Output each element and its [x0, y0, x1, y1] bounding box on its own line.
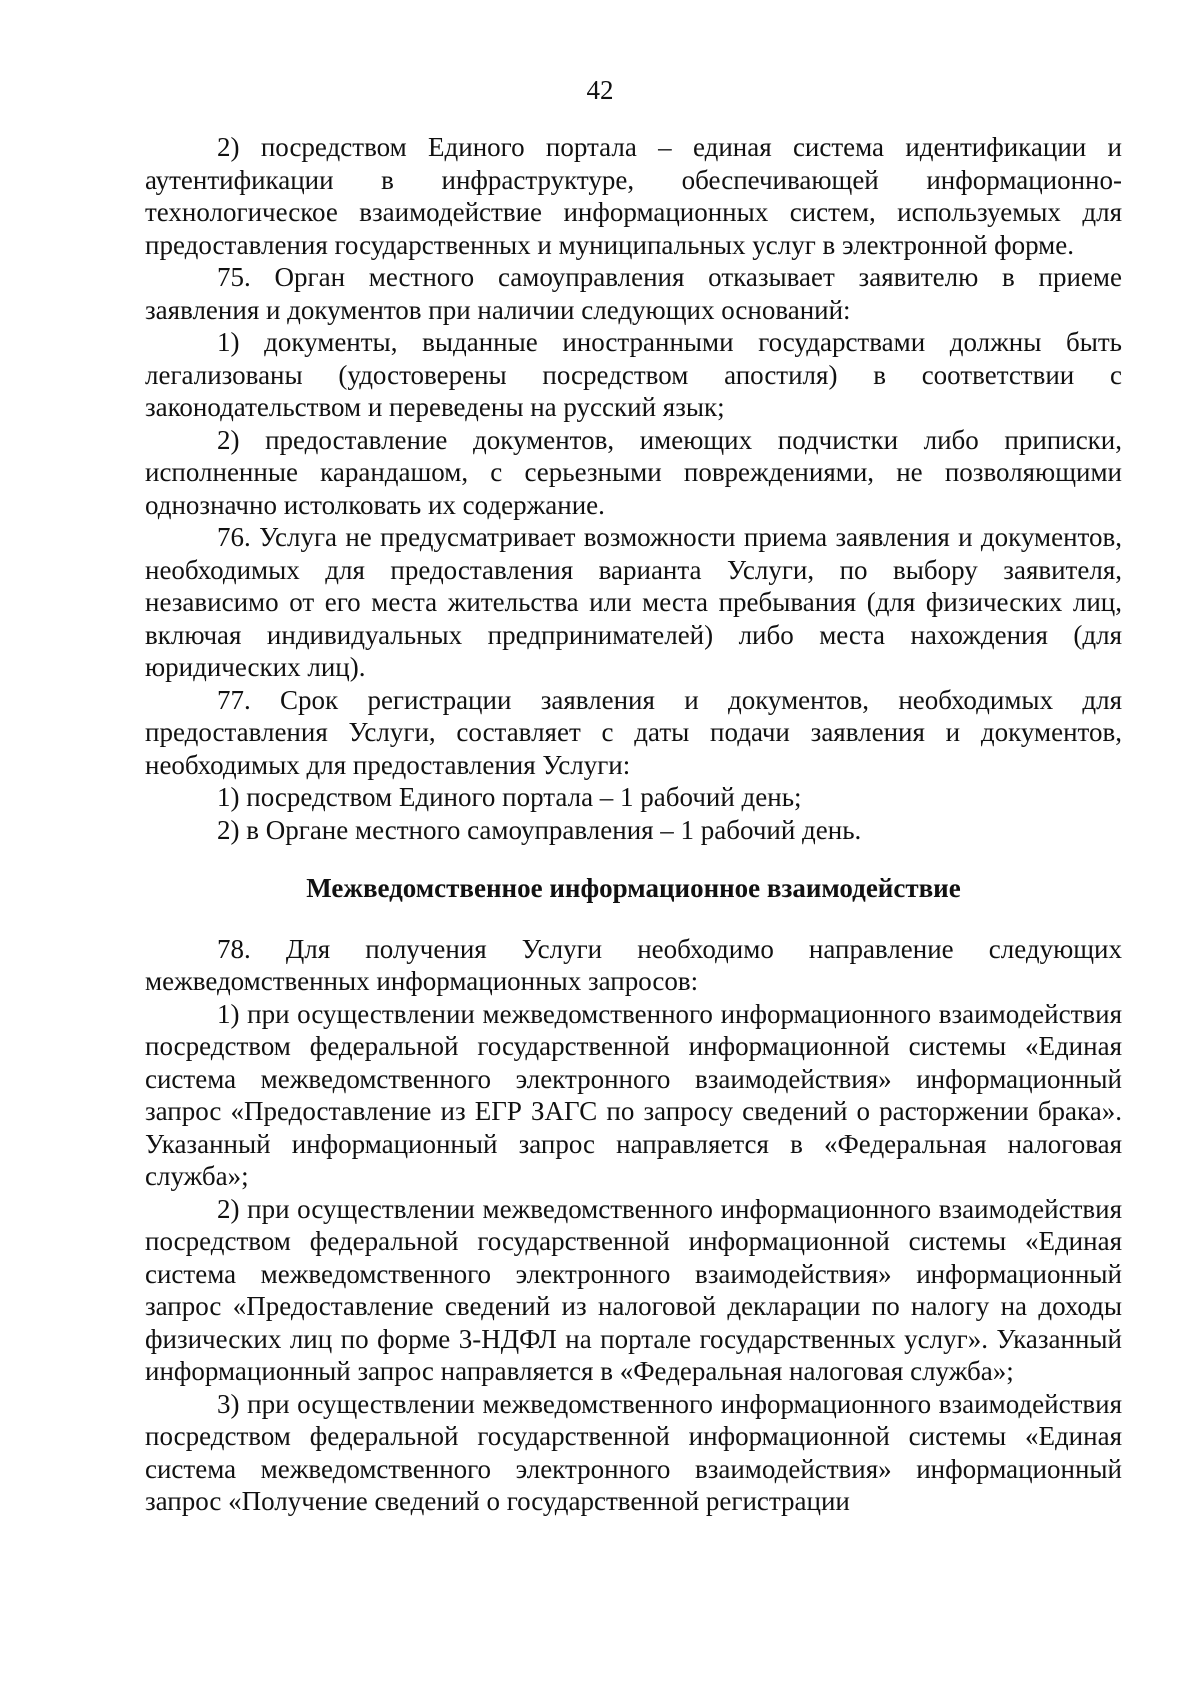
paragraph-75-item-1: 1) документы, выданные иностранными государствами должны быть легализованы (удостоверены посредством апостиля) в соответствии с законодательством и переведены на русский язык;: [145, 327, 1122, 422]
paragraph-77: 77. Срок регистрации заявления и документов, необходимых для предоставления Услуги, составляет с даты подачи заявления и документов, необходимых для предоставления Услуги:: [145, 684, 1122, 780]
paragraph-78-item-3: 3) при осуществлении межведомственного информационного взаимодействия посредством федеральной государственной информационной системы «Единая система межведомственного электронного взаимодействия» информационный запрос «Получение сведений о государственной регистрации: [145, 1388, 1122, 1516]
paragraph-item-2-portal: 2) посредством Единого портала – единая система идентификации и аутентификации в инфраструктуре, обеспечивающей информационно-технологическое взаимодействие информационных систем, используемых для предоставления государственных и муниципальных услуг в электронной форме.: [145, 132, 1122, 260]
paragraph-78-item-2: 2) при осуществлении межведомственного информационного взаимодействия посредством федеральной государственной информационной системы «Единая система межведомственного электронного взаимодействия» информационный запрос «Предоставление сведений из налоговой декларации по налогу на доходы физических лиц по форме 3-НДФЛ на портале государственных услуг». Указанный информационный запрос направляется в «Федеральная налоговая служба»;: [145, 1193, 1122, 1386]
document-body: [145, 131, 1122, 1518]
page-number: 42: [586, 75, 614, 105]
paragraph-78-item-1: 1) при осуществлении межведомственного информационного взаимодействия посредством федеральной государственной информационной системы «Единая система межведомственного электронного взаимодействия» информационный запрос «Предоставление из ЕГР ЗАГС по запросу сведений о расторжении брака». Указанный информационный запрос направляется в «Федеральная налоговая служба»;: [145, 998, 1122, 1191]
paragraph-75: 75. Орган местного самоуправления отказывает заявителю в приеме заявления и документов при наличии следующих оснований:: [145, 262, 1122, 325]
paragraph-76: 76. Услуга не предусматривает возможности приема заявления и документов, необходимых для предоставления варианта Услуги, по выбору заявителя, независимо от его места жительства или места пребывания (для физических лиц, включая индивидуальных предпринимателей) либо места нахождения (для юридических лиц).: [145, 522, 1122, 682]
paragraph-75-item-2: 2) предоставление документов, имеющих подчистки либо приписки, исполненные карандашом, с серьезными повреждениями, не позволяющими однозначно истолковать их содержание.: [145, 424, 1122, 520]
section-heading: Межведомственное информационное взаимодействие: [306, 873, 961, 903]
paragraph-77-item-1: 1) посредством Единого портала – 1 рабочий день;: [217, 782, 802, 812]
paragraph-77-item-2: 2) в Органе местного самоуправления – 1 рабочий день.: [217, 814, 862, 845]
paragraph-78: 78. Для получения Услуги необходимо направление следующих межведомственных информационных запросов:: [145, 933, 1122, 996]
